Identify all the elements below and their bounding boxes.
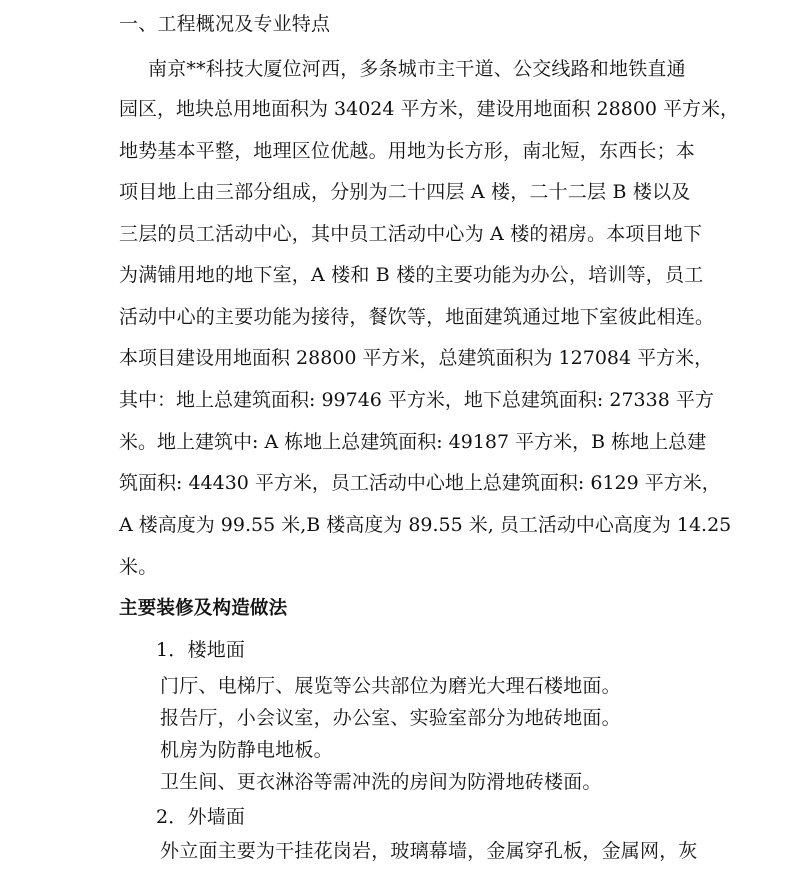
paragraph-line: 为满铺用地的地下室，A 楼和 B 楼的主要功能为办公，培训等，员工: [119, 264, 704, 286]
section-heading-project-overview: 一、工程概况及专业特点: [119, 13, 331, 35]
paragraph-line: 其中：地上总建筑面积: 99746 平方米，地下总建筑面积: 27338 平方: [119, 389, 714, 411]
list-item-title: 1．楼地面: [156, 639, 246, 661]
paragraph-line: 园区，地块总用地面积为 34024 平方米，建设用地面积 28800 平方米，: [119, 98, 740, 120]
section-heading-decoration-methods: 主要装修及构造做法: [119, 598, 288, 619]
paragraph-line: A 楼高度为 99.55 米,B 楼高度为 89.55 米, 员工活动中心高度为 14.25: [119, 514, 732, 536]
paragraph-line: 项目地上由三部分组成，分别为二十四层 A 楼，二十二层 B 楼以及: [119, 181, 691, 203]
list-item-line: 报告厅，小会议室，办公室、实验室部分为地砖地面。: [160, 707, 621, 729]
paragraph-line: 米。: [119, 556, 158, 578]
paragraph-line: 本项目建设用地面积 28800 平方米，总建筑面积为 127084 平方米，: [119, 347, 714, 369]
list-item-line: 卫生间、更衣淋浴等需冲洗的房间为防滑地砖楼面。: [160, 771, 602, 793]
paragraph-line: 三层的员工活动中心，其中员工活动中心为 A 楼的裙房。本项目地下: [119, 223, 703, 245]
paragraph-line: 活动中心的主要功能为接待，餐饮等，地面建筑通过地下室彼此相连。: [119, 306, 715, 328]
paragraph-line: 南京**科技大厦位河西，多条城市主干道、公交线路和地铁直通: [148, 58, 686, 80]
list-item-title: 2．外墙面: [156, 806, 246, 828]
paragraph-line: 地势基本平整，地理区位优越。用地为长方形，南北短，东西长；本: [119, 140, 696, 162]
paragraph-line: 筑面积: 44430 平方米，员工活动中心地上总建筑面积: 6129 平方米，: [119, 472, 721, 494]
list-item-line: 外立面主要为干挂花岗岩，玻璃幕墙，金属穿孔板，金属网，灰: [160, 840, 698, 862]
paragraph-line: 米。地上建筑中: A 栋地上总建筑面积: 49187 平方米，B 栋地上总建: [119, 431, 707, 453]
list-item-line: 门厅、电梯厅、展览等公共部位为磨光大理石楼地面。: [160, 675, 621, 697]
list-item-line: 机房为防静电地板。: [160, 739, 333, 761]
